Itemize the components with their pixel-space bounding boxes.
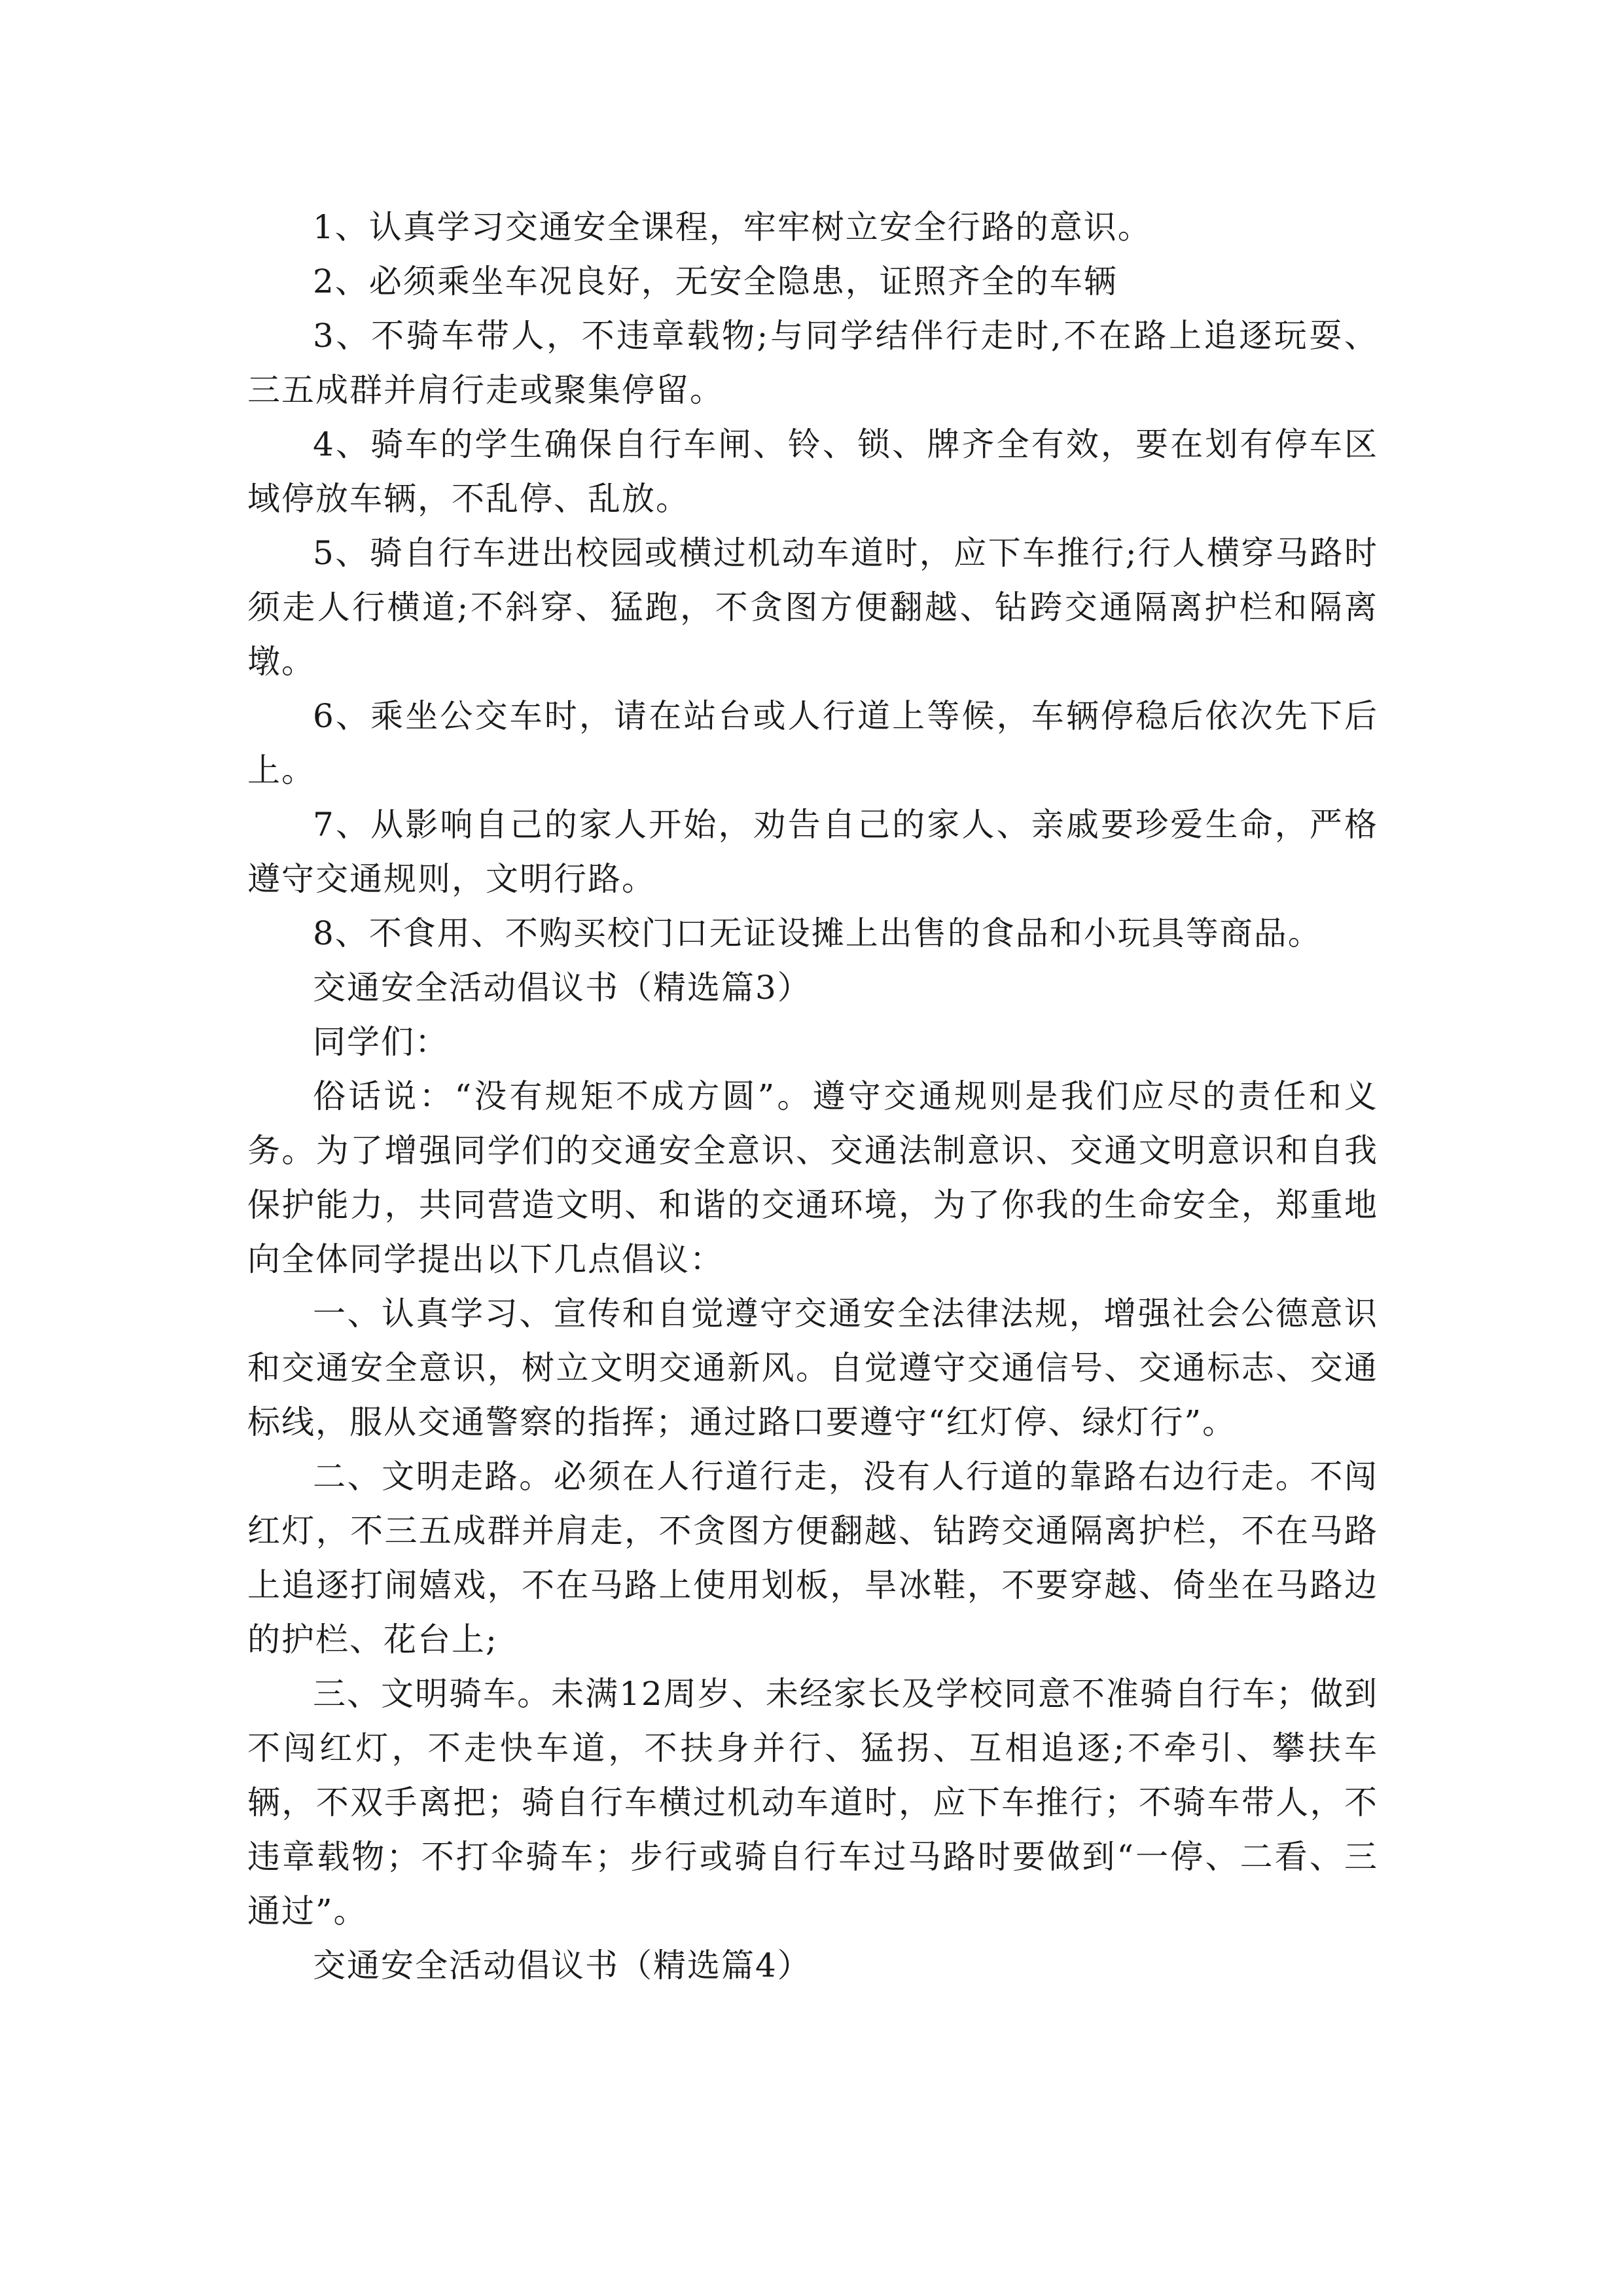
proposal-two: 二、文明走路。必须在人行道行走，没有人行道的靠路右边行走。不闯红灯，不三五成群并肩走，不贪图方便翻越、钻跨交通隔离护栏，不在马路上追逐打闹嬉戏，不在马路上使用划板，旱冰鞋，不要穿越、倚坐在马路边的护栏、花台上; [247,1458,1378,1659]
intro-paragraph: 俗话说：“没有规矩不成方圆”。遵守交通规则是我们应尽的责任和义务。为了增强同学们的交通安全意识、交通法制意识、交通文明意识和自我保护能力，共同营造文明、和谐的交通环境，为了你我的生命安全，郑重地向全体同学提出以下几点倡议： [247,1077,1378,1278]
section-heading-4: 交通安全活动倡议书（精选篇4） [313,1946,812,1984]
paragraph-5: 5、骑自行车进出校园或横过机动车道时，应下车推行;行人横穿马路时须走人行横道;不斜穿、猛跑，不贪图方便翻越、钻跨交通隔离护栏和隔离墩。 [247,534,1378,681]
paragraph-8: 8、不食用、不购买校门口无证设摊上出售的食品和小玩具等商品。 [313,914,1322,952]
section-heading-3: 交通安全活动倡议书（精选篇3） [313,969,812,1007]
proposal-one: 一、认真学习、宣传和自觉遵守交通安全法律法规，增强社会公德意识和交通安全意识，树立文明交通新风。自觉遵守交通信号、交通标志、交通标线，服从交通警察的指挥；通过路口要遵守“红灯停、绿灯行”。 [247,1295,1378,1441]
paragraph-1: 1、认真学习交通安全课程，牢牢树立安全行路的意识。 [313,208,1152,246]
paragraph-7: 7、从影响自己的家人开始，劝告自己的家人、亲戚要珍爱生命，严格遵守交通规则，文明行路。 [247,806,1378,898]
paragraph-6: 6、乘坐公交车时，请在站台或人行道上等候，车辆停稳后依次先下后上。 [247,697,1378,789]
proposal-three: 三、文明骑车。未满12周岁、未经家长及学校同意不准骑自行车；做到不闯红灯，不走快车道，不扶身并行、猛拐、互相追逐;不牵引、攀扶车辆，不双手离把；骑自行车横过机动车道时，应下车推行；不骑车带人，不违章载物；不打伞骑车；步行或骑自行车过马路时要做到“一停、二看、三通过”。 [247,1675,1378,1930]
paragraph-2: 2、必须乘坐车况良好，无安全隐患，证照齐全的车辆 [313,262,1118,300]
paragraph-3: 3、不骑车带人，不违章载物;与同学结伴行走时,不在路上追逐玩耍、三五成群并肩行走或聚集停留。 [247,317,1378,409]
document-body [247,200,1378,1993]
paragraph-4: 4、骑车的学生确保自行车闸、铃、锁、牌齐全有效，要在划有停车区域停放车辆，不乱停、乱放。 [247,425,1378,518]
salutation: 同学们： [313,1023,449,1061]
